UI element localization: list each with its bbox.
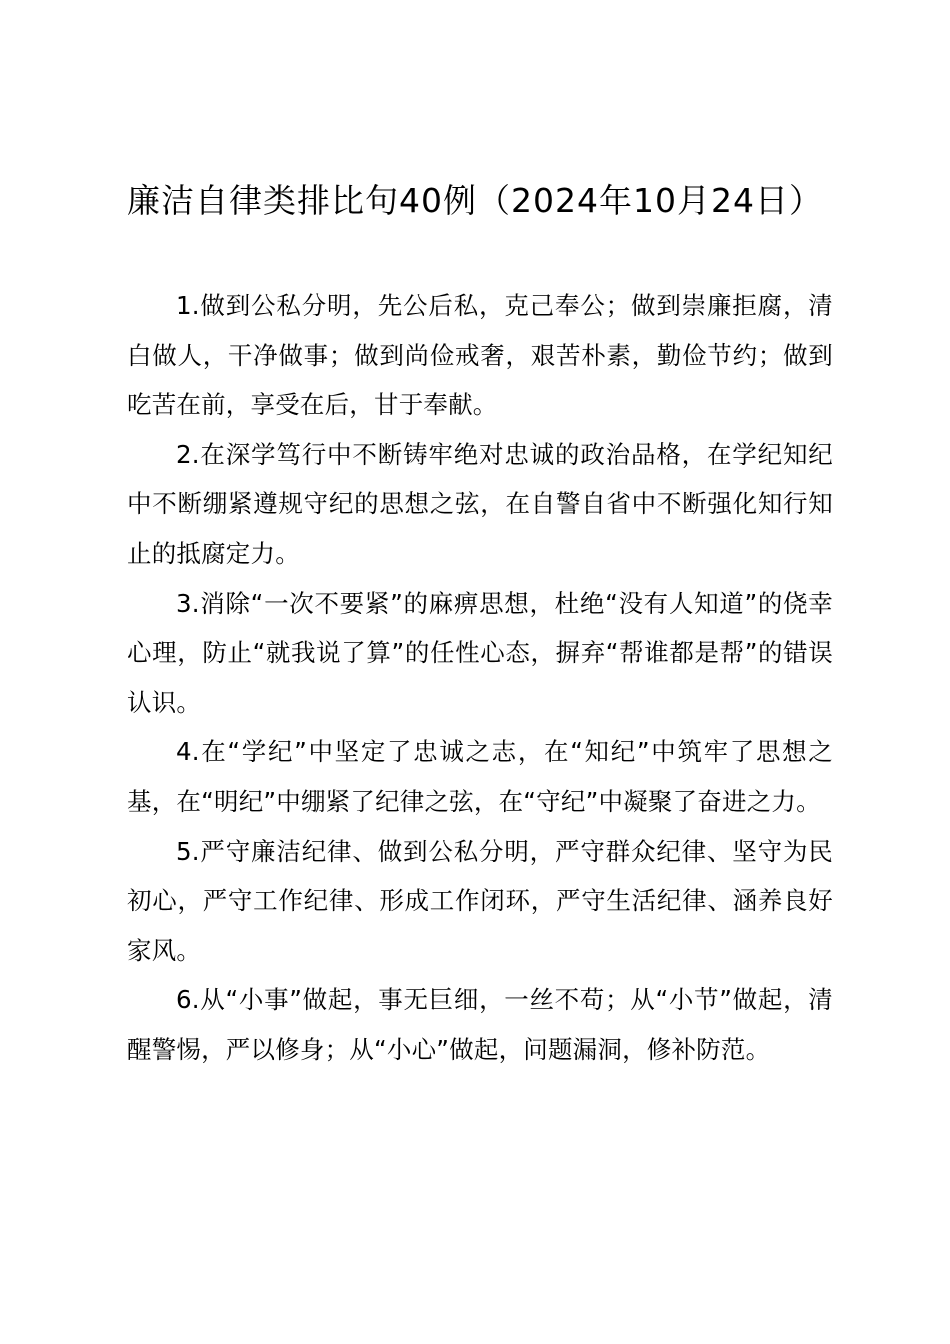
paragraph-2: 2.在深学笃行中不断铸牢绝对忠诚的政治品格，在学纪知纪中不断绷紧遵规守纪的思想之弦，在自警自省中不断强化知行知止的抵腐定力。 (127, 439, 833, 568)
document-body (127, 281, 833, 1075)
paragraph-4: 4.在“学纪”中坚定了忠诚之志，在“知纪”中筑牢了思想之基，在“明纪”中绷紧了纪律之弦，在“守纪”中凝聚了奋进之力。 (127, 737, 833, 816)
paragraph-6: 6.从“小事”做起，事无巨细，一丝不苟；从“小节”做起，清醒警惕，严以修身；从“小心”做起，问题漏洞，修补防范。 (127, 985, 833, 1064)
paragraph-3: 3.消除“一次不要紧”的麻痹思想，杜绝“没有人知道”的侥幸心理，防止“就我说了算”的任性心态，摒弃“帮谁都是帮”的错误认识。 (127, 588, 833, 717)
paragraph-1: 1.做到公私分明，先公后私，克己奉公；做到崇廉拒腐，清白做人，干净做事；做到尚俭戒奢，艰苦朴素，勤俭节约；做到吃苦在前，享受在后，甘于奉献。 (127, 291, 833, 420)
paragraph-5: 5.严守廉洁纪律、做到公私分明，严守群众纪律、坚守为民初心，严守工作纪律、形成工作闭环，严守生活纪律、涵养良好家风。 (127, 836, 833, 965)
document-title: 廉洁自律类排比句40例（2024年10月24日） (127, 181, 823, 220)
